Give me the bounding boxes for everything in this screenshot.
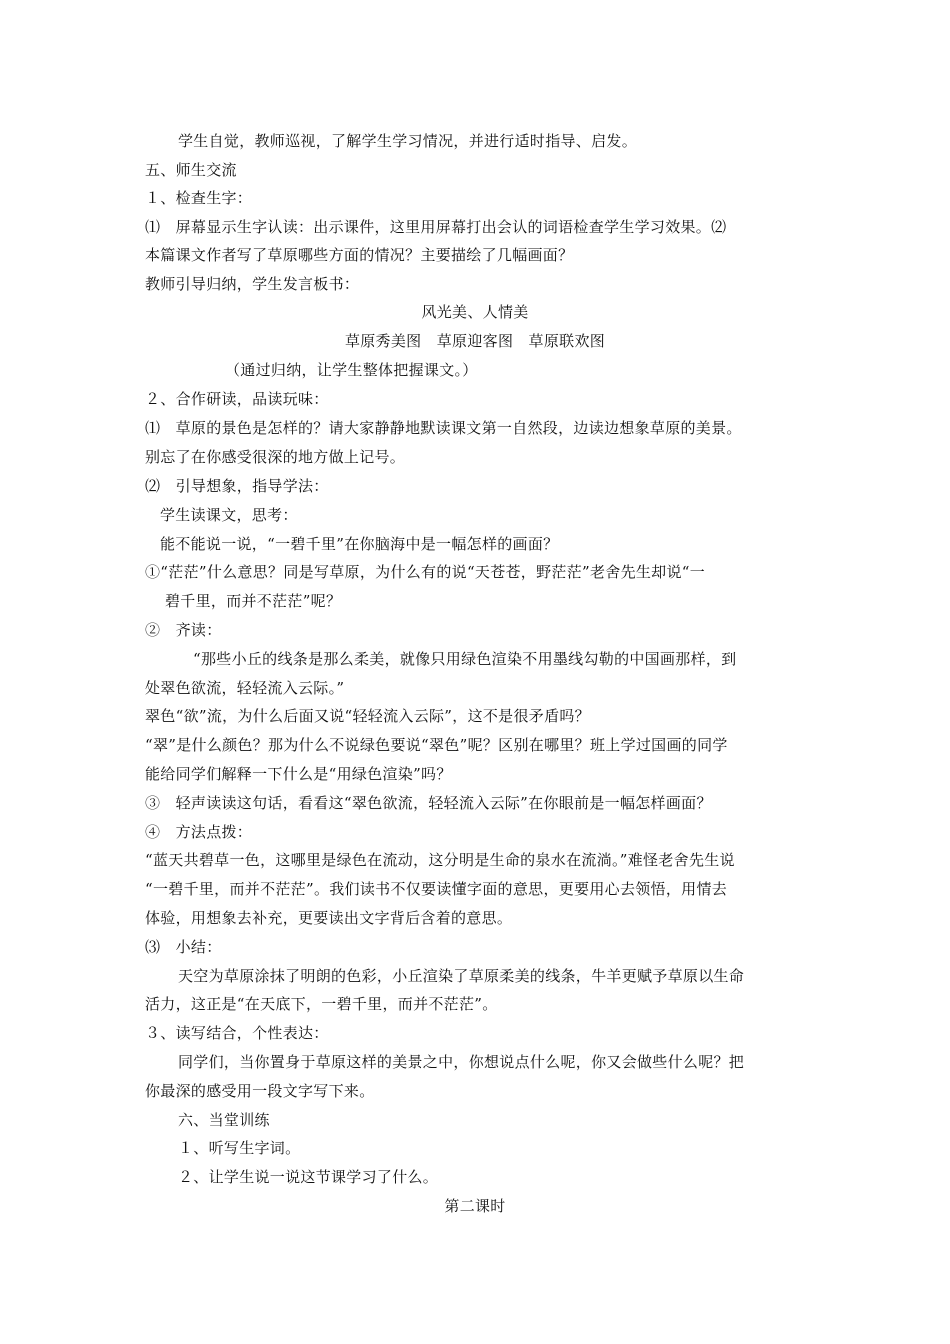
- subsection-heading: ２、合作研读，品读玩味：: [145, 390, 329, 408]
- text-line: ２、让学生说一说这节课学习了什么。: [178, 1168, 439, 1186]
- text-line: ⑶ 小结：: [145, 938, 222, 956]
- lesson-title: 第二课时: [444, 1197, 506, 1215]
- text-line: 碧千里，而并不茫茫”呢？: [165, 592, 342, 610]
- subsection-heading: １、检查生字：: [145, 189, 253, 207]
- text-line: 同学们，当你置身于草原这样的美景之中，你想说点什么呢，你又会做些什么呢？把: [178, 1053, 745, 1071]
- text-line: “一碧千里，而并不茫茫”。我们读书不仅要读懂字面的意思，更要用心去领悟，用情去: [145, 880, 728, 898]
- text-line: “蓝天共碧草一色，这哪里是绿色在流动，这分明是生命的泉水在流淌。”难怪老舍先生说: [145, 851, 735, 869]
- text-line: 学生读课文，思考：: [160, 506, 298, 524]
- text-line: 翠色“欲”流，为什么后面又说“轻轻流入云际”，这不是很矛盾吗？: [145, 707, 590, 725]
- text-line: 能给同学们解释一下什么是“用绿色渲染”吗？: [145, 765, 452, 783]
- text-line: 本篇课文作者写了草原哪些方面的情况？主要描绘了几幅画面？: [145, 246, 574, 264]
- text-line: 活力，这正是“在天底下，一碧千里，而并不茫茫”。: [145, 995, 498, 1013]
- section-heading: 六、当堂训练: [178, 1111, 270, 1129]
- text-line: ⑴ 草原的景色是怎样的？请大家静静地默读课文第一自然段，边读边想象草原的美景。: [145, 419, 742, 437]
- text-line: “翠”是什么颜色？那为什么不说绿色要说“翠色”呢？区别在哪里？班上学过国画的同学: [145, 736, 728, 754]
- text-line: 天空为草原涂抹了明朗的色彩，小丘渲染了草原柔美的线条，牛羊更赋予草原以生命: [178, 967, 745, 985]
- text-line: ⑴ 屏幕显示生字认读：出示课件，这里用屏幕打出会认的词语检查学生学习效果。⑵: [145, 218, 727, 236]
- text-line: 能不能说一说，“一碧千里”在你脑海中是一幅怎样的画面？: [160, 535, 559, 553]
- quote-line: 处翠色欲流，轻轻流入云际。”: [145, 679, 345, 697]
- text-line: （通过归纳，让学生整体把握课文。）: [225, 361, 478, 379]
- section-heading: 五、师生交流: [145, 161, 237, 179]
- text-line: ⑵ 引导想象，指导学法：: [145, 477, 329, 495]
- board-items: 草原秀美图 草原迎客图 草原联欢图: [344, 332, 606, 350]
- board-title: 风光美、人情美: [421, 303, 529, 321]
- text-line: ③ 轻声读读这句话，看看这“翠色欲流，轻轻流入云际”在你眼前是一幅怎样画面？: [145, 794, 712, 812]
- text-line: 别忘了在你感受很深的地方做上记号。: [145, 448, 406, 466]
- text-line: ①“茫茫”什么意思？同是写草原，为什么有的说“天苍苍，野茫茫”老舍先生却说“一: [145, 563, 706, 581]
- quote-line: “那些小丘的线条是那么柔美，就像只用绿色渲染不用墨线勾勒的中国画那样，到: [193, 650, 737, 668]
- text-line: ④ 方法点拨：: [145, 823, 253, 841]
- text-line: 你最深的感受用一段文字写下来。: [145, 1082, 375, 1100]
- text-line: ② 齐读：: [145, 621, 222, 639]
- subsection-heading: ３、读写结合，个性表达：: [145, 1024, 329, 1042]
- text-line: 体验，用想象去补充，更要读出文字背后含着的意思。: [145, 909, 513, 927]
- text-line: 教师引导归纳，学生发言板书：: [145, 275, 360, 293]
- text-line: 学生自觉，教师巡视，了解学生学习情况，并进行适时指导、启发。: [178, 132, 638, 150]
- text-line: １、听写生字词。: [178, 1139, 301, 1157]
